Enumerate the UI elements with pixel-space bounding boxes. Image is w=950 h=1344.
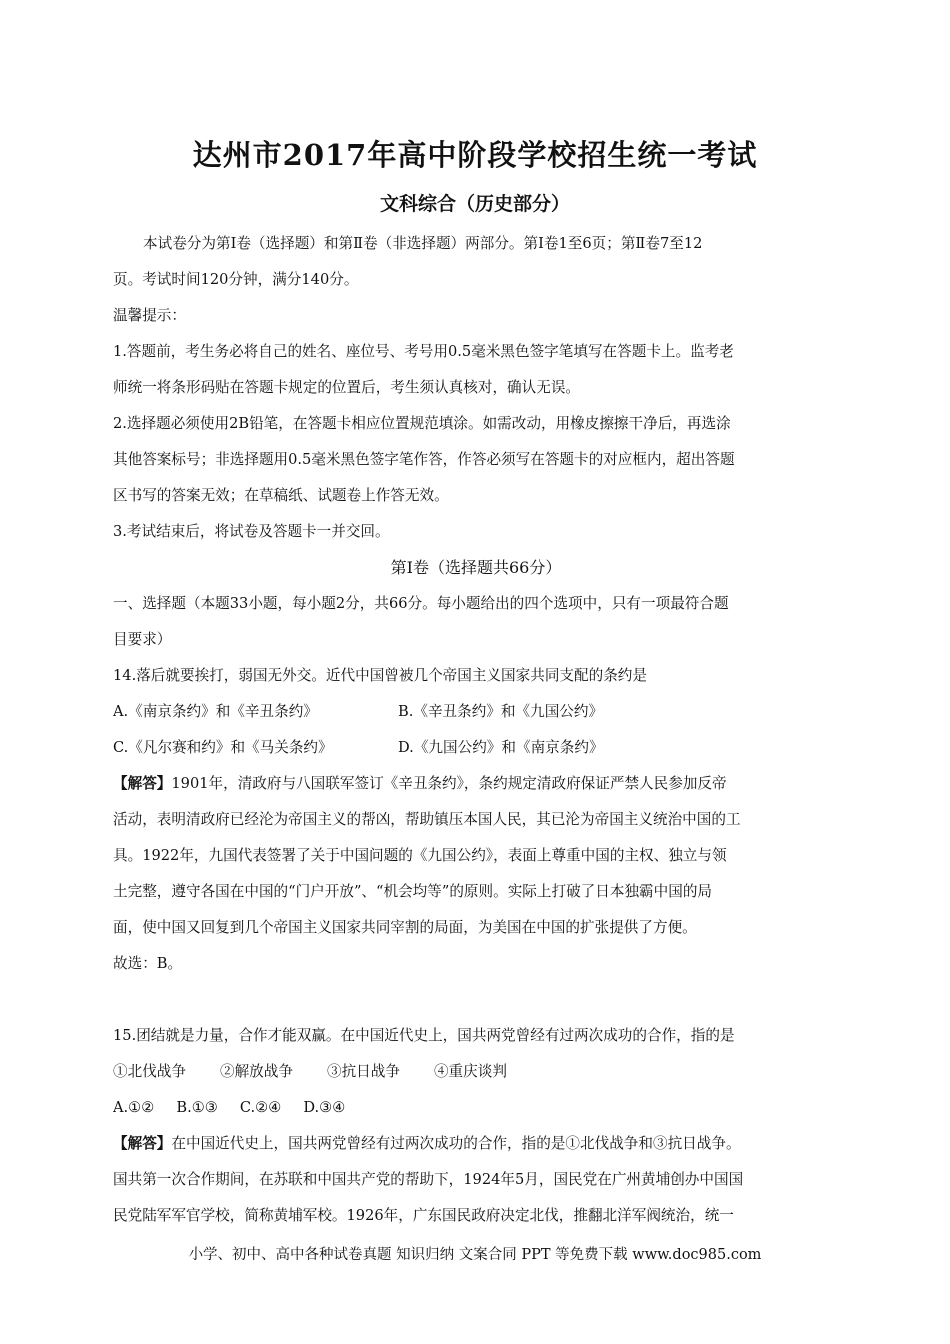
section-heading: 第Ⅰ卷（选择题共66分）: [390, 558, 562, 577]
option-c: C.②④: [239, 1099, 282, 1116]
answer-line: 民党陆军军官学校，简称黄埔军校。1926年，广东国民政府决定北伐，推翻北洋军阀统治，统一: [113, 1207, 734, 1224]
section-desc: 目要求）: [113, 631, 172, 648]
item: ②解放战争: [219, 1063, 293, 1080]
tip-line: 师统一将条形码贴在答题卡规定的位置后，考生须认真核对，确认无误。: [113, 379, 581, 396]
document-body: [113, 226, 839, 1234]
option-b: B.《辛丑条约》和《九国公约》: [398, 703, 604, 720]
answer-line: 国共第一次合作期间，在苏联和中国共产党的帮助下，1924年5月，国民党在广州黄埔创办中国国: [113, 1171, 744, 1188]
option-d: D.《九国公约》和《南京条约》: [398, 739, 604, 756]
answer-text: 1901年，清政府与八国联军签订《辛丑条约》，条约规定清政府保证严禁人民参加反帝: [171, 775, 727, 792]
intro-line: 本试卷分为第Ⅰ卷（选择题）和第Ⅱ卷（非选择题）两部分。第Ⅰ卷1至6页；第Ⅱ卷7至12: [143, 235, 703, 252]
option-a: A.《南京条约》和《辛丑条约》: [113, 703, 318, 720]
answer-line: [113, 1126, 839, 1162]
question-14-options-row: [113, 694, 839, 730]
question-15-stem: 15.团结就是力量，合作才能双赢。在中国近代史上，国共两党曾经有过两次成功的合作，指的是: [113, 1027, 735, 1044]
answer-line: 活动，表明清政府已经沦为帝国主义的帮凶，帮助镇压本国人民，其已沦为帝国主义统治中国的工: [113, 811, 741, 828]
answer-text: 在中国近代史上，国共两党曾经有过两次成功的合作，指的是①北伐战争和③抗日战争。: [171, 1135, 741, 1152]
tip-line: 其他答案标号；非选择题用0.5毫米黑色签字笔作答，作答必须写在答题卡的对应框内，超出答题: [113, 451, 735, 468]
section-desc: 一、选择题（本题33小题，每小题2分，共66分。每小题给出的四个选项中，只有一项最符合题: [113, 595, 729, 612]
answer-tag: 【解答】: [113, 775, 172, 792]
option-c: C.《凡尔赛和约》和《马关条约》: [113, 739, 333, 756]
question-15-items: [113, 1054, 839, 1090]
answer-line: 具。1922年，九国代表签署了关于中国问题的《九国公约》，表面上尊重中国的主权、独立与领: [113, 847, 727, 864]
option-b: B.①③: [176, 1099, 218, 1116]
page-footer: 小学、初中、高中各种试卷真题 知识归纳 文案合同 PPT 等免费下载 www.doc985.com: [188, 1247, 762, 1263]
tip-line: 2.选择题必须使用2B铅笔，在答题卡相应位置规范填涂。如需改动，用橡皮擦擦干净后，再选涂: [113, 415, 731, 432]
option-a: A.①②: [113, 1099, 155, 1116]
item: ③抗日战争: [326, 1063, 400, 1080]
question-14-stem: 14.落后就要挨打，弱国无外交。近代中国曾被几个帝国主义国家共同支配的条约是: [113, 667, 647, 684]
question-15-choices: [113, 1090, 839, 1126]
tip-line: 3.考试结束后，将试卷及答题卡一并交回。: [113, 523, 390, 540]
answer-line: 面，使中国又回复到几个帝国主义国家共同宰割的局面，为美国在中国的扩张提供了方便。: [113, 919, 697, 936]
tips-heading: 温馨提示：: [113, 307, 186, 324]
answer-tag: 【解答】: [113, 1135, 172, 1152]
spacer: [113, 982, 839, 1018]
item: ①北伐战争: [113, 1063, 186, 1080]
exam-subtitle: 文科综合（历史部分）: [379, 193, 570, 215]
intro-line: 页。考试时间120分钟，满分140分。: [113, 271, 359, 288]
answer-choice: 故选：B。: [113, 955, 183, 972]
question-14-options-row: [113, 730, 839, 766]
answer-line: 土完整，遵守各国在中国的“门户开放”、“机会均等”的原则。实际上打破了日本独霸中国的局: [113, 883, 713, 900]
answer-line: [113, 766, 839, 802]
tip-line: 区书写的答案无效；在草稿纸、试题卷上作答无效。: [113, 487, 449, 504]
option-d: D.③④: [303, 1099, 346, 1116]
exam-title: 达州市2017年高中阶段学校招生统一考试: [192, 138, 758, 172]
tip-line: 1.答题前，考生务必将自己的姓名、座位号、考号用0.5毫米黑色签字笔填写在答题卡上。监考老: [113, 343, 734, 360]
item: ④重庆谈判: [433, 1063, 507, 1080]
